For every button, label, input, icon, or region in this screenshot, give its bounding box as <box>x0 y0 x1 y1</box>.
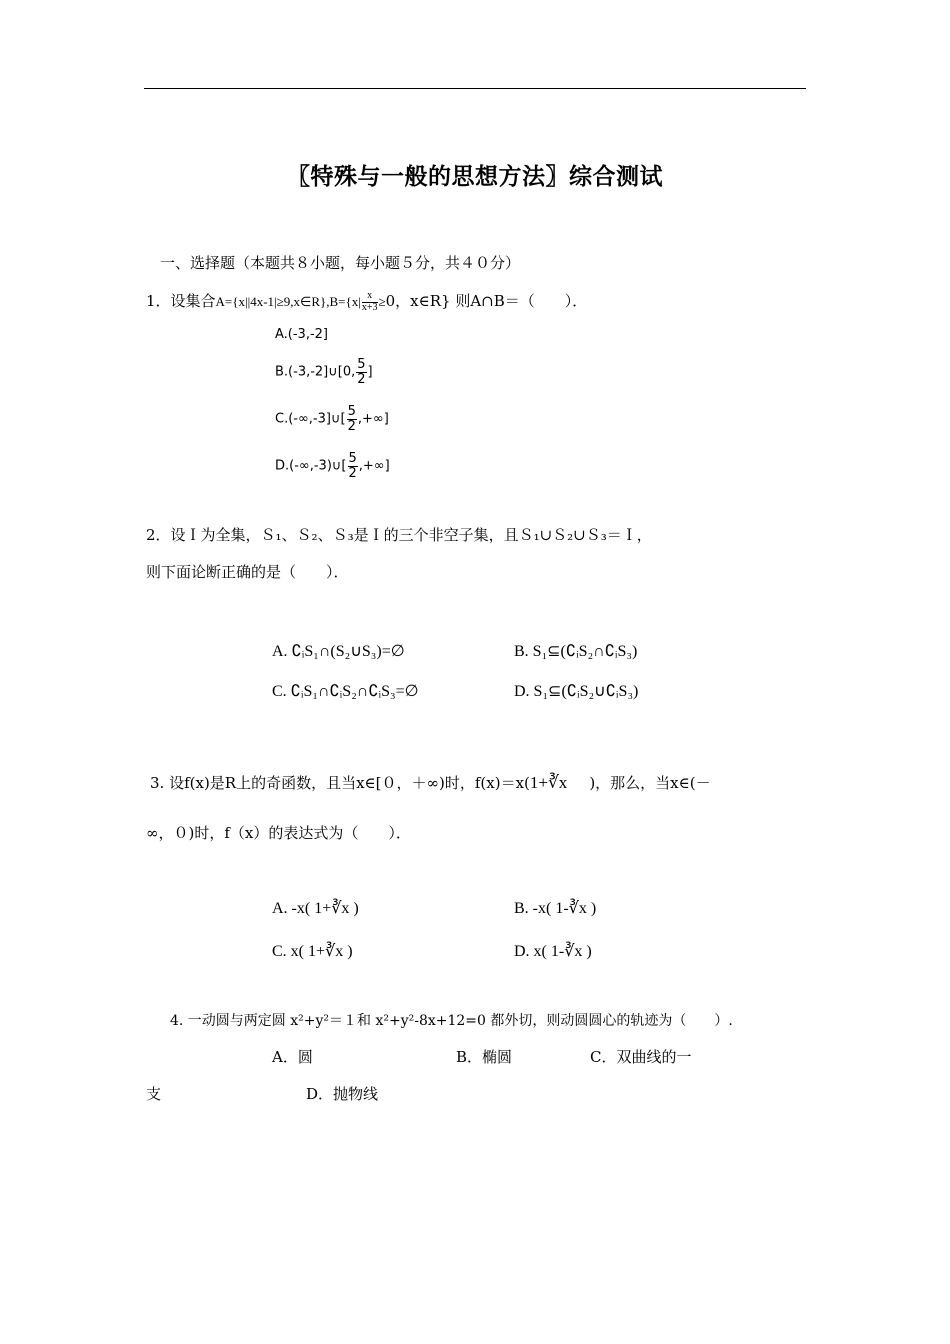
q2-line2: 则下面论断正确的是（ ）． <box>146 563 349 581</box>
q3-expr: 1+∛x <box>529 773 568 792</box>
frac-den: 2 <box>357 371 366 387</box>
q1-option-b-frac <box>356 358 366 386</box>
q4-line1: 4. 一动圆与两定圆 x²+y²＝１和 x²+y²-8x+12=0 都外切，则动圆圆心的轨迹为（ ）. <box>170 1013 733 1029</box>
section-heading: 一、选择题（本题共８小题，每小题５分，共４０分） <box>160 254 521 272</box>
q2-option-b: B. S₁⊆(∁ᵢS₂∩∁ᵢS₃) <box>514 643 638 660</box>
q3-line1-pre: 3. 设f(x)是R上的奇函数，且当x∈[０，＋∞)时，f(x)＝x( <box>150 774 530 792</box>
q1-option-c-frac <box>347 405 357 433</box>
q3-option-a: A. -x( 1+∛x ) <box>272 900 359 917</box>
q1-frac-num: x <box>362 291 378 303</box>
frac-num: 5 <box>348 451 357 466</box>
q4-option-a: A．圆 <box>272 1048 313 1066</box>
q1-frac-den: x+3 <box>361 301 378 313</box>
q2-option-c: C. ∁ᵢS₁∩∁ᵢS₂∩∁ᵢS₃=∅ <box>272 683 419 700</box>
q1-option-c-pre: C.(-∞,-3]∪[ <box>275 411 346 427</box>
q4-option-c-continued: 支 <box>146 1085 162 1103</box>
q3-option-c: C. x( 1+∛x ) <box>272 943 353 960</box>
q4-option-d: D．抛物线 <box>306 1085 379 1103</box>
q1-option-b-pre: B.(-3,-2]∪[0, <box>275 364 356 380</box>
q1-sets: A={x||4x-1|≥9,x∈R},B={x| <box>215 294 361 309</box>
q1-fraction <box>362 291 378 313</box>
q1-option-b <box>275 358 373 386</box>
q1-line <box>146 290 587 313</box>
q3-option-b: B. -x( 1-∛x ) <box>514 900 597 917</box>
q1-geq: ≥ <box>378 294 386 309</box>
frac-num: 5 <box>347 404 356 419</box>
q2-option-d: D. S₁⊆(∁ᵢS₂∪∁ᵢS₃) <box>514 683 639 700</box>
q1-option-d-frac <box>348 452 358 480</box>
q4-option-b: B．椭圆 <box>456 1048 513 1066</box>
q1-option-d-pre: D.(-∞,-3)∪[ <box>275 458 347 474</box>
q1-option-d-post: ,+∞] <box>358 458 390 474</box>
header-rule <box>144 88 806 89</box>
q3-line2: ∞，０)时，f（x）的表达式为（ ）． <box>146 824 411 842</box>
q1-option-b-post: ] <box>367 364 373 380</box>
frac-num: 5 <box>357 357 366 372</box>
q3-option-d: D. x( 1-∛x ) <box>514 943 592 960</box>
q1-option-d <box>275 452 390 480</box>
q1-option-c-post: ,+∞] <box>357 411 389 427</box>
q1-option-c <box>275 405 389 433</box>
q1-suffix: 0，x∈R} 则A∩B＝（ ）． <box>385 292 588 310</box>
q1-option-a: A.(-3,-2] <box>275 327 328 342</box>
document-title: 〖特殊与一般的思想方法〗综合测试 <box>287 164 663 190</box>
frac-den: 2 <box>348 465 357 481</box>
q4-option-c: C．双曲线的一 <box>590 1048 692 1066</box>
q3-line1 <box>150 772 711 793</box>
q2-option-a: A. ∁ᵢS₁∩(S₂∪S₃)=∅ <box>272 643 405 660</box>
frac-den: 2 <box>347 418 356 434</box>
q3-line1-post: )，那么，当x∈(－ <box>589 774 711 792</box>
q2-line1: 2．设Ｉ为全集，Ｓ₁、Ｓ₂、Ｓ₃是Ｉ的三个非空子集，且Ｓ₁∪Ｓ₂∪Ｓ₃＝Ｉ， <box>146 526 652 544</box>
q1-prefix: 1．设集合 <box>146 292 216 310</box>
